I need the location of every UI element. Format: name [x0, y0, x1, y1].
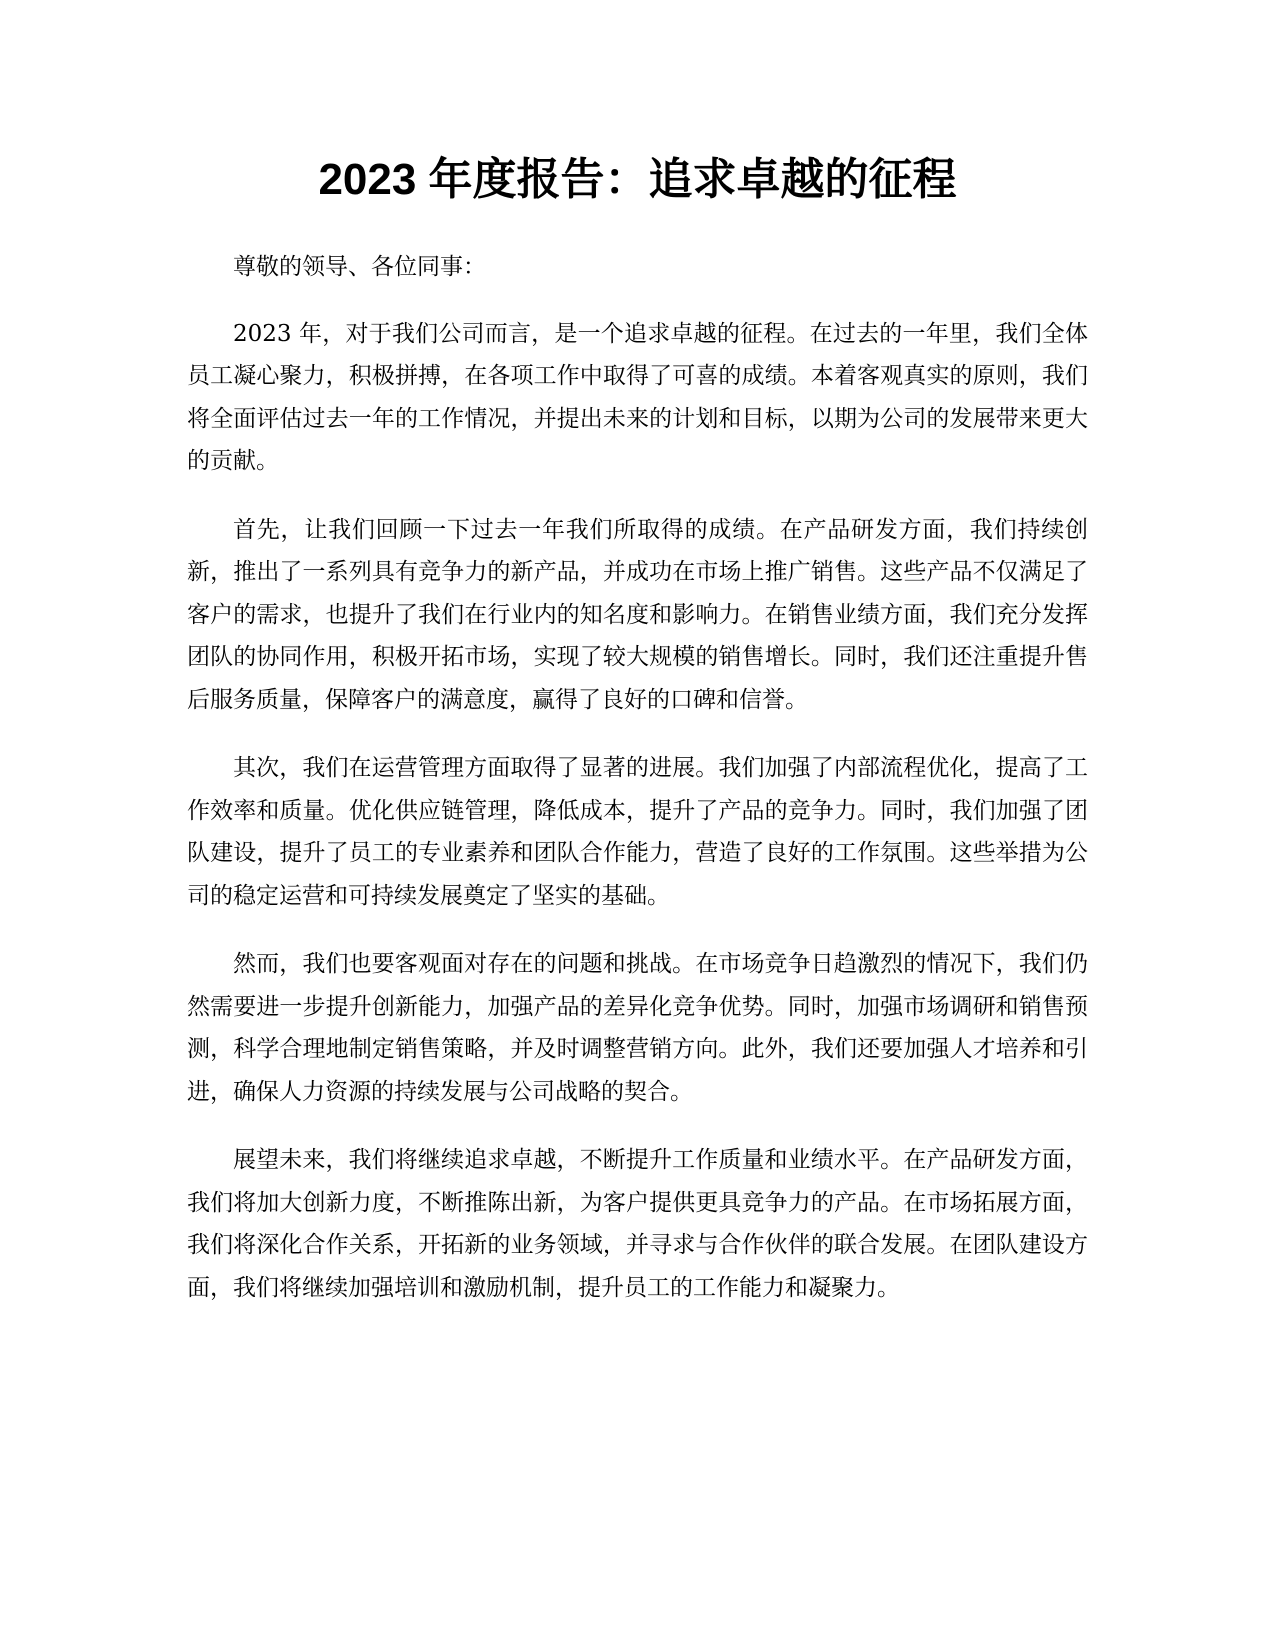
paragraph-outlook: 展望未来，我们将继续追求卓越，不断提升工作质量和业绩水平。在产品研发方面，我们将加大创新力度，不断推陈出新，为客户提供更具竞争力的产品。在市场拓展方面，我们将深化合作关系，开拓新的业务领域，并寻求与合作伙伴的联合发展。在团队建设方面，我们将继续加强培训和激励机制，提升员工的工作能力和凝聚力。 — [187, 1147, 1088, 1301]
paragraph-operations: 其次，我们在运营管理方面取得了显著的进展。我们加强了内部流程优化，提高了工作效率和质量。优化供应链管理，降低成本，提升了产品的竞争力。同时，我们加强了团队建设，提升了员工的专业素养和团队合作能力，营造了良好的工作氛围。这些举措为公司的稳定运营和可持续发展奠定了坚实的基础。 — [187, 755, 1088, 909]
document-title: 2023 年度报告：追求卓越的征程 — [318, 155, 957, 204]
paragraph-achievements: 首先，让我们回顾一下过去一年我们所取得的成绩。在产品研发方面，我们持续创新，推出了一系列具有竞争力的新产品，并成功在市场上推广销售。这些产品不仅满足了客户的需求，也提升了我们在行业内的知名度和影响力。在销售业绩方面，我们充分发挥团队的协同作用，积极开拓市场，实现了较大规模的销售增长。同时，我们还注重提升售后服务质量，保障客户的满意度，赢得了良好的口碑和信誉。 — [187, 516, 1088, 713]
greeting-line: 尊敬的领导、各位同事： — [233, 254, 486, 280]
paragraph-intro: 2023 年，对于我们公司而言，是一个追求卓越的征程。在过去的一年里，我们全体员工凝心聚力，积极拼搏，在各项工作中取得了可喜的成绩。本着客观真实的原则，我们将全面评估过去一年的工作情况，并提出未来的计划和目标，以期为公司的发展带来更大的贡献。 — [187, 320, 1088, 474]
paragraph-challenges: 然而，我们也要客观面对存在的问题和挑战。在市场竞争日趋激烈的情况下，我们仍然需要进一步提升创新能力，加强产品的差异化竞争优势。同时，加强市场调研和销售预测，科学合理地制定销售策略，并及时调整营销方向。此外，我们还要加强人才培养和引进，确保人力资源的持续发展与公司战略的契合。 — [187, 951, 1088, 1105]
document-body — [187, 246, 1088, 1335]
